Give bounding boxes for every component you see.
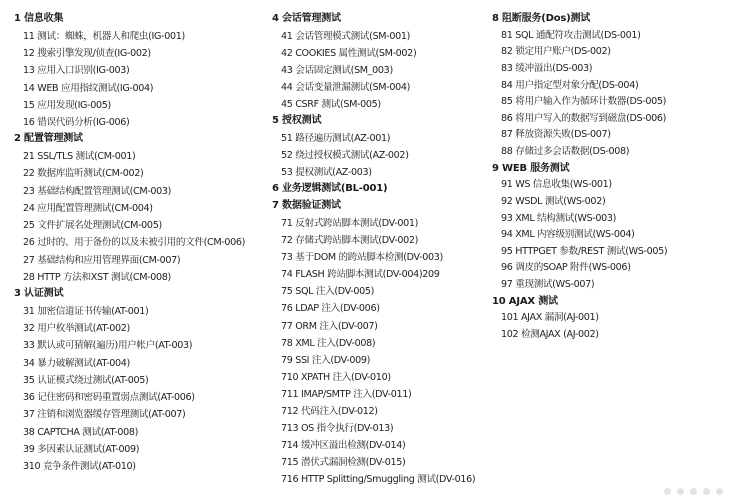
test-item: 32 用户枚举测试(AT-002) <box>23 323 130 335</box>
section-heading: 4 会话管理测试 <box>272 13 341 24</box>
section-heading: 10 AJAX 测试 <box>492 295 558 307</box>
test-item: 43 会话固定测试(SM_003) <box>281 64 393 76</box>
test-item: 71 反射式跨站脚本测试(DV-001) <box>281 217 419 229</box>
test-item: 41 会话管理模式测试(SM-001) <box>281 30 410 42</box>
test-item: 96 调皮的SOAP 附件(WS-006) <box>501 262 631 274</box>
test-item: 38 CAPTCHA 测试(AT-008) <box>23 426 139 438</box>
section-heading: 8 阻断服务(Dos)测试 <box>492 13 591 24</box>
watermark-dots <box>664 488 723 495</box>
test-item: 22 数据库监听测试(CM-002) <box>23 168 144 180</box>
test-item: 710 XPATH 注入(DV-010) <box>281 371 391 383</box>
test-item: 36 记住密码和密码重置弱点测试(AT-006) <box>23 392 195 404</box>
test-item: 102 检测AJAX (AJ-002) <box>501 328 599 340</box>
test-item: 35 认证模式绕过测试(AT-005) <box>23 374 149 386</box>
test-item: 94 XML 内容级别测试(WS-004) <box>501 229 635 241</box>
test-item: 15 应用发现(IG-005) <box>23 99 111 111</box>
test-item: 84 用户指定型对象分配(DS-004) <box>501 79 639 91</box>
test-item: 82 锁定用户账户(DS-002) <box>501 46 611 58</box>
test-item: 86 将用户写入的数据写到磁盘(DS-006) <box>501 112 667 124</box>
test-item: 26 过时的、用于备份的以及未被引用的文件(CM-006) <box>23 237 246 249</box>
test-item: 85 将用户输入作为循环计数器(DS-005) <box>501 96 667 108</box>
column-1 <box>14 11 269 475</box>
test-item: 75 SQL 注入(DV-005) <box>281 286 375 298</box>
test-item: 101 AJAX 漏洞(AJ-001) <box>501 312 599 324</box>
watermark-dot <box>677 488 684 495</box>
test-item: 310 竞争条件测试(AT-010) <box>23 461 136 473</box>
test-item: 74 FLASH 跨站脚本测试(DV-004)209 <box>281 269 440 281</box>
test-item: 12 搜索引擎发现/侦查(IG-002) <box>23 48 151 60</box>
test-item: 23 基础结构配置管理测试(CM-003) <box>23 185 172 197</box>
watermark-dot <box>690 488 697 495</box>
test-item: 42 COOKIES 属性测试(SM-002) <box>281 47 417 59</box>
test-item: 715 潜伏式漏洞检测(DV-015) <box>281 457 406 469</box>
column-2 <box>272 11 492 488</box>
test-item: 91 WS 信息收集(WS-001) <box>501 179 612 191</box>
section-heading: 6 业务逻辑测试(BL-001) <box>272 183 388 195</box>
test-item: 28 HTTP 方法和XST 测试(CM-008) <box>23 271 171 283</box>
test-item: 37 注销和浏览器缓存管理测试(AT-007) <box>23 409 186 421</box>
test-item: 24 应用配置管理测试(CM-004) <box>23 202 153 214</box>
test-item: 714 缓冲区溢出检测(DV-014) <box>281 440 406 452</box>
watermark-dot <box>664 488 671 495</box>
test-item: 95 HTTPGET 参数/REST 测试(WS-005) <box>501 245 668 257</box>
test-item: 45 CSRF 测试(SM-005) <box>281 99 381 111</box>
test-item: 97 重现测试(WS-007) <box>501 278 595 290</box>
test-item: 78 XML 注入(DV-008) <box>281 337 376 349</box>
section-heading: 7 数据验证测试 <box>272 200 341 212</box>
test-item: 72 存储式跨站脚本测试(DV-002) <box>281 235 419 247</box>
test-item: 51 路径遍历测试(AZ-001) <box>281 133 391 145</box>
test-item: 27 基础结构和应用管理界面(CM-007) <box>23 254 181 266</box>
column-3 <box>492 11 737 343</box>
test-item: 34 暴力破解测试(AT-004) <box>23 357 130 369</box>
test-item: 53 提权测试(AZ-003) <box>281 167 372 179</box>
test-item: 73 基于DOM 的跨站脚本检测(DV-003) <box>281 252 443 264</box>
test-item: 44 会话变量泄漏测试(SM-004) <box>281 82 410 94</box>
test-item: 716 HTTP Splitting/Smuggling 测试(DV-016) <box>281 474 476 486</box>
test-item: 77 ORM 注入(DV-007) <box>281 320 378 332</box>
test-item: 21 SSL/TLS 测试(CM-001) <box>23 151 136 163</box>
watermark-dot <box>716 488 723 495</box>
test-item: 712 代码注入(DV-012) <box>281 405 378 417</box>
test-item: 92 WSDL 测试(WS-002) <box>501 195 606 207</box>
test-item: 83 缓冲溢出(DS-003) <box>501 62 593 74</box>
test-item: 52 绕过授权模式测试(AZ-002) <box>281 150 409 162</box>
section-heading: 9 WEB 服务测试 <box>492 162 570 174</box>
test-item: 711 IMAP/SMTP 注入(DV-011) <box>281 388 412 400</box>
test-item: 79 SSI 注入(DV-009) <box>281 354 371 366</box>
test-item: 33 默认或可猜解(遍历)用户帐户(AT-003) <box>23 340 193 352</box>
section-heading: 2 配置管理测试 <box>14 133 83 145</box>
watermark-dot <box>703 488 710 495</box>
section-heading: 3 认证测试 <box>14 288 64 300</box>
test-item: 713 OS 指令执行(DV-013) <box>281 423 394 435</box>
test-item: 93 XML 结构测试(WS-003) <box>501 212 617 224</box>
test-item: 39 多因素认证测试(AT-009) <box>23 443 140 455</box>
test-item: 87 释放资源失败(DS-007) <box>501 129 611 141</box>
test-item: 88 存储过多会话数据(DS-008) <box>501 145 630 157</box>
section-heading: 5 授权测试 <box>272 115 322 127</box>
test-item: 31 加密信道证书传输(AT-001) <box>23 305 149 317</box>
test-item: 25 文件扩展名处理测试(CM-005) <box>23 220 162 232</box>
test-item: 81 SQL 通配符攻击测试(DS-001) <box>501 29 641 41</box>
test-item: 76 LDAP 注入(DV-006) <box>281 303 380 315</box>
test-item: 13 应用入口识别(IG-003) <box>23 65 130 77</box>
test-item: 11 测试：蜘蛛，机器人和爬虫(IG-001) <box>23 30 185 42</box>
section-heading: 1 信息收集 <box>14 13 64 24</box>
test-item: 14 WEB 应用指纹测试(IG-004) <box>23 82 154 94</box>
test-item: 16 错误代码分析(IG-006) <box>23 117 130 129</box>
